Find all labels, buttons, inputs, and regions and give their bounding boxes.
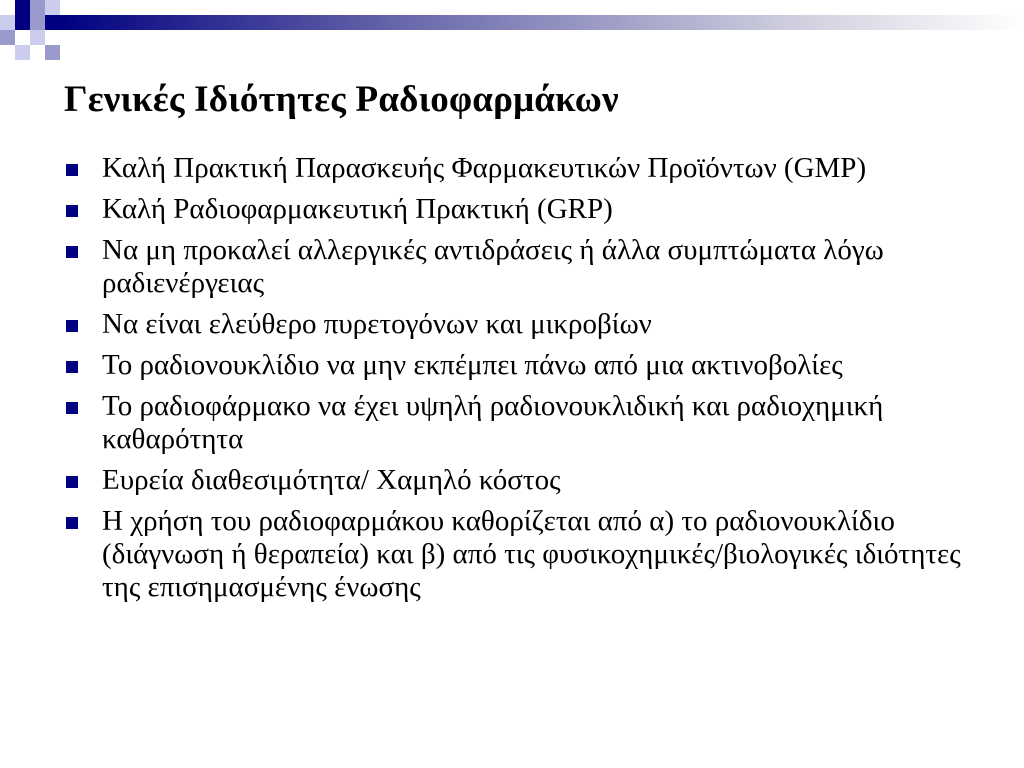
- decor-square-light: [30, 30, 45, 45]
- bullet-text: Να είναι ελεύθερο πυρετογόνων και μικροβίων: [102, 308, 652, 340]
- square-bullet-icon: [66, 320, 78, 332]
- bullet-text: Καλή Ραδιοφαρμακευτική Πρακτική (GRP): [102, 193, 613, 225]
- list-item: [66, 464, 966, 497]
- list-item: [66, 308, 966, 341]
- square-bullet-icon: [66, 402, 78, 414]
- list-item: [66, 234, 966, 300]
- decor-square-light: [30, 0, 45, 15]
- decor-square-light: [0, 30, 15, 45]
- bullet-text: Να μη προκαλεί αλλεργικές αντιδράσεις ή άλλα συμπτώματα λόγω ραδιενέργειας: [102, 234, 884, 299]
- decor-square-light: [45, 45, 60, 60]
- square-bullet-icon: [66, 476, 78, 488]
- list-item: [66, 349, 966, 382]
- list-item: [66, 390, 966, 456]
- list-item: [66, 152, 966, 185]
- decor-square-light: [45, 0, 60, 15]
- decor-square-dark: [45, 15, 60, 30]
- square-bullet-icon: [66, 164, 78, 176]
- decor-square-light: [15, 45, 30, 60]
- bullet-text: Το ραδιοφάρμακο να έχει υψηλή ραδιονουκλιδική και ραδιοχημική καθαρότητα: [102, 390, 884, 455]
- decor-gradient-bar: [60, 15, 1024, 30]
- list-item: [66, 505, 966, 604]
- slide-title: Γενικές Ιδιότητες Ραδιοφαρμάκων: [64, 79, 619, 120]
- list-item: [66, 193, 966, 226]
- bullet-text: Το ραδιονουκλίδιο να μην εκπέμπει πάνω από μια ακτινοβολίες: [102, 349, 843, 381]
- decor-square-dark: [15, 0, 30, 15]
- decor-square-light: [0, 15, 15, 30]
- bullet-text: Ευρεία διαθεσιμότητα/ Χαμηλό κόστος: [102, 464, 561, 496]
- square-bullet-icon: [66, 361, 78, 373]
- square-bullet-icon: [66, 517, 78, 529]
- square-bullet-icon: [66, 246, 78, 258]
- bullet-text: Καλή Πρακτική Παρασκευής Φαρμακευτικών Προϊόντων (GMP): [102, 152, 867, 184]
- square-bullet-icon: [66, 205, 78, 217]
- bullet-list: [66, 152, 966, 612]
- decor-square-light: [30, 15, 45, 30]
- decor-square-dark: [15, 15, 30, 30]
- bullet-text: Η χρήση του ραδιοφαρμάκου καθορίζεται από α) το ραδιονουκλίδιο (διάγνωση ή θεραπεία) και β) από τις φυσικοχημικές/βιολογικές ιδιότητες της επισημασμένης ένωσης: [102, 505, 961, 603]
